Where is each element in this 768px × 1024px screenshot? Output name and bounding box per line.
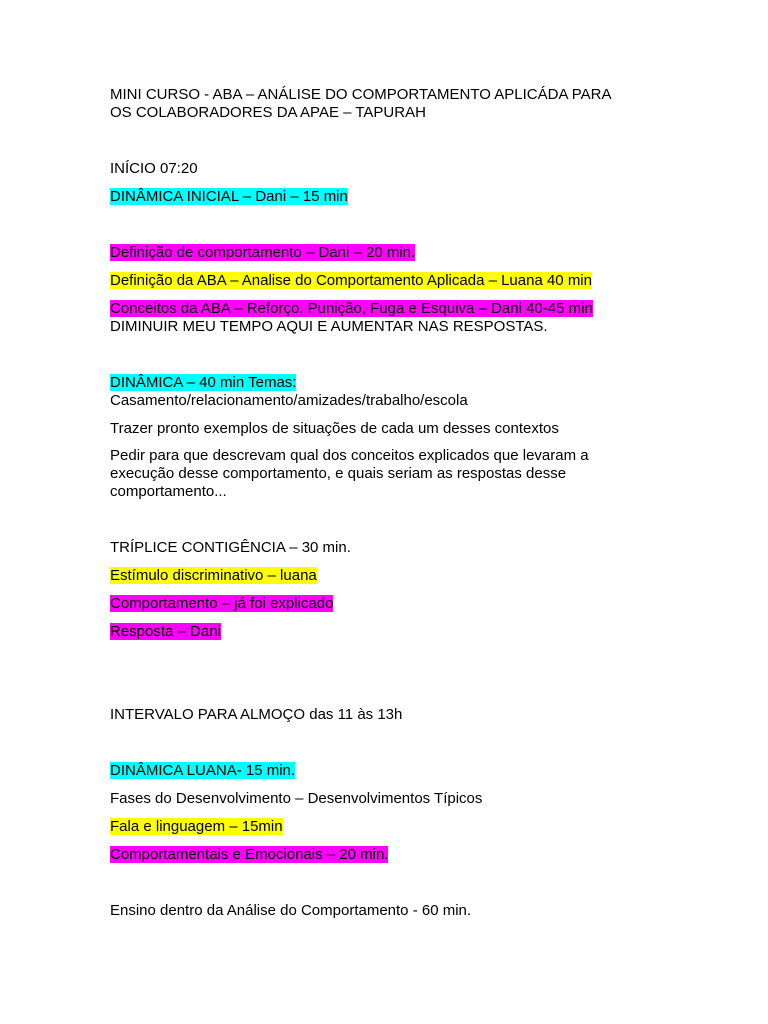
dynamic-40: [110, 374, 296, 392]
ask-line-2: [110, 465, 566, 483]
speech-language: [110, 818, 283, 836]
response-item-text: Resposta – Dani: [110, 623, 221, 640]
aba-definition-text: Definição da ABA – Analise do Comportamento Aplicada – Luana 40 min: [110, 272, 592, 289]
luana-dynamic-text: DINÂMICA LUANA- 15 min.: [110, 762, 296, 779]
development-phases: [110, 790, 482, 808]
behavior-definition: [110, 244, 415, 262]
dynamic-40-text: DINÂMICA – 40 min Temas:: [110, 374, 297, 391]
speech-language-text: Fala e linguagem – 15min: [110, 818, 283, 835]
development-phases-text: Fases do Desenvolvimento – Desenvolvimentos Típicos: [110, 790, 483, 807]
opening-dynamic: [110, 188, 348, 206]
themes-text: Casamento/relacionamento/amizades/trabalho/escola: [110, 392, 468, 409]
three-term-contingency-text: TRÍPLICE CONTIGÊNCIA – 30 min.: [110, 539, 351, 556]
behavior-item-text: Comportamento – já foi explicado: [110, 595, 334, 612]
themes: [110, 392, 468, 410]
start-time-text: INÍCIO 07:20: [110, 160, 198, 177]
document-title-line-1: [110, 86, 612, 104]
document-title-line-2: [110, 104, 426, 122]
behavioral-emotional-text: Comportamentais e Emocionais – 20 min.: [110, 846, 389, 863]
teaching-within-aba: [110, 902, 471, 920]
title-text-2: OS COLABORADORES DA APAE – TAPURAH: [110, 104, 426, 121]
response-item: [110, 623, 221, 641]
opening-dynamic-text: DINÂMICA INICIAL – Dani – 15 min: [110, 188, 348, 205]
bring-examples-text: Trazer pronto exemplos de situações de cada um desses contextos: [110, 420, 559, 437]
three-term-contingency: [110, 539, 351, 557]
lunch-break-text: INTERVALO PARA ALMOÇO das 11 às 13h: [110, 706, 403, 723]
luana-dynamic: [110, 762, 295, 780]
behavioral-emotional: [110, 846, 388, 864]
ask-text-1: Pedir para que descrevam qual dos conceitos explicados que levaram a: [110, 447, 589, 464]
reduce-time-note-text: DIMINUIR MEU TEMPO AQUI E AUMENTAR NAS RESPOSTAS.: [110, 318, 548, 335]
ask-text-3: comportamento...: [110, 483, 227, 500]
ask-line-3: [110, 483, 227, 501]
ask-text-2: execução desse comportamento, e quais seriam as respostas desse: [110, 465, 567, 482]
ask-line-1: [110, 447, 589, 465]
discriminative-stimulus-text: Estímulo discriminativo – luana: [110, 567, 317, 584]
bring-examples: [110, 420, 559, 438]
start-time: [110, 160, 198, 178]
discriminative-stimulus: [110, 567, 317, 585]
aba-definition: [110, 272, 592, 290]
reduce-time-note: [110, 318, 548, 336]
title-text-1: MINI CURSO - ABA – ANÁLISE DO COMPORTAMENTO APLICÁDA PARA: [110, 86, 612, 103]
behavior-item: [110, 595, 333, 613]
behavior-definition-text: Definição de comportamento – Dani – 20 min.: [110, 244, 416, 261]
aba-concepts: [110, 300, 593, 318]
lunch-break: [110, 706, 402, 724]
aba-concepts-text: Conceitos da ABA – Reforço, Punição, Fuga e Esquiva – Dani 40-45 min: [110, 300, 593, 317]
teaching-within-aba-text: Ensino dentro da Análise do Comportamento - 60 min.: [110, 902, 472, 919]
